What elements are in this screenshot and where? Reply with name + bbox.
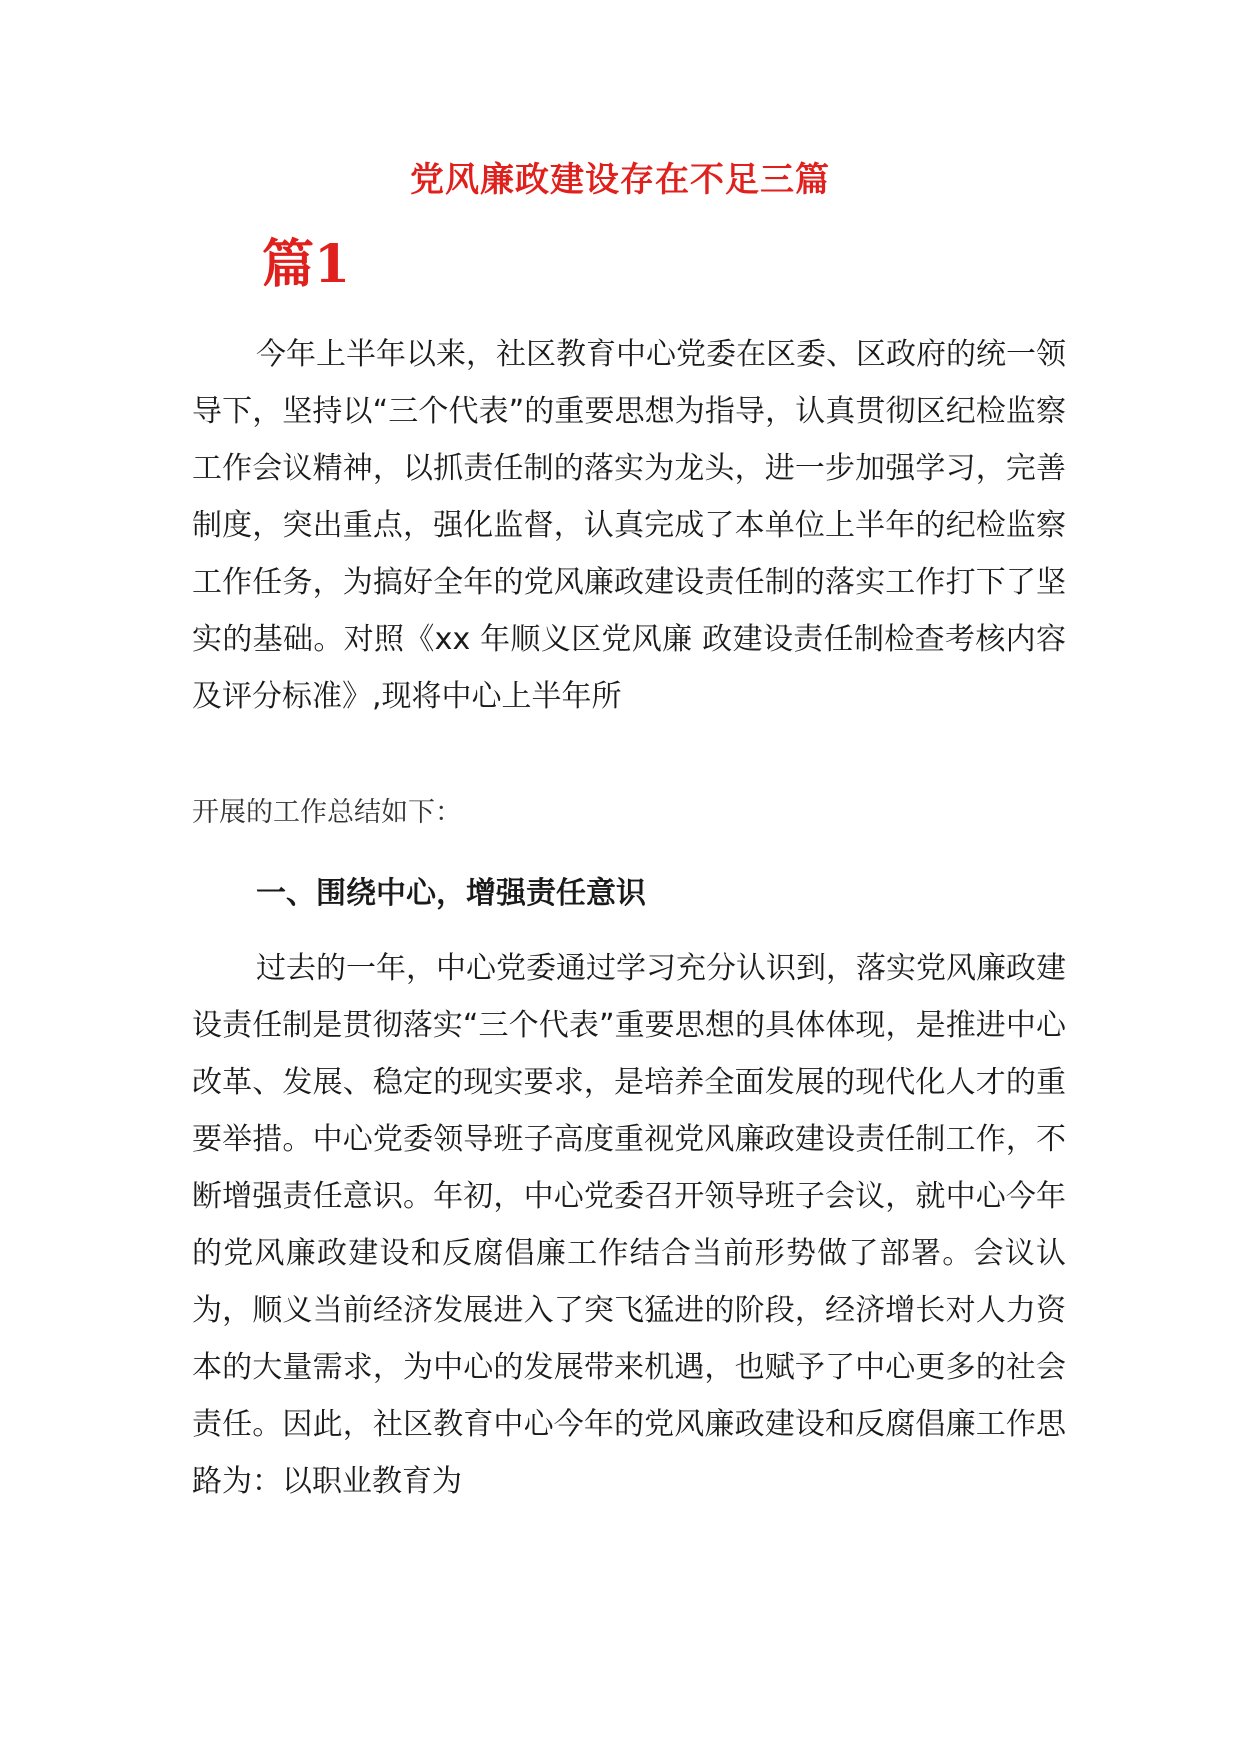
paragraph-section-1-text: 过去的一年，中心党委通过学习充分认识到，落实党风廉政建设责任制是贯彻落实“三个代表”重要思想的具体体现，是推进中心改革、发展、稳定的现实要求，是培养全面发展的现代化人才的重要举措。中心党委领导班子高度重视党风廉政建设责任制工作，不断增强责任意识。年初，中心党委召开领导班子会议，就中心今年的党风廉政建设和反腐倡廉工作结合当前形势做了部署。会议认为，顺义当前经济发展进入了突飞猛进的阶段，经济增长对人力资本的大量需求，为中心的发展带来机遇，也赋予了中心更多的社会责任。因此，社区教育中心今年的党风廉政建设和反腐倡廉工作思路为：以职业教育为	[192, 951, 1066, 1499]
document-title: 党风廉政建设存在不足三篇	[410, 160, 830, 200]
paragraph-intro-tail: 开展的工作总结如下：	[192, 797, 462, 828]
paragraph-section-1	[192, 940, 1066, 1510]
paragraph-intro	[192, 326, 1066, 725]
paragraph-intro-text: 今年上半年以来，社区教育中心党委在区委、区政府的统一领导下，坚持以“三个代表”的重要思想为指导，认真贯彻区纪检监察工作会议精神，以抓责任制的落实为龙头，进一步加强学习，完善制度，突出重点，强化监督，认真完成了本单位上半年的纪检监察工作任务，为搞好全年的党风廉政建设责任制的落实工作打下了坚实的基础。对照《xx 年顺义区党风廉 政建设责任制检查考核内容及评分标准》,现将中心上半年所	[192, 337, 1066, 714]
section-heading-1: 一、围绕中心，增强责任意识	[256, 876, 646, 911]
part-label: 篇1	[262, 234, 351, 295]
